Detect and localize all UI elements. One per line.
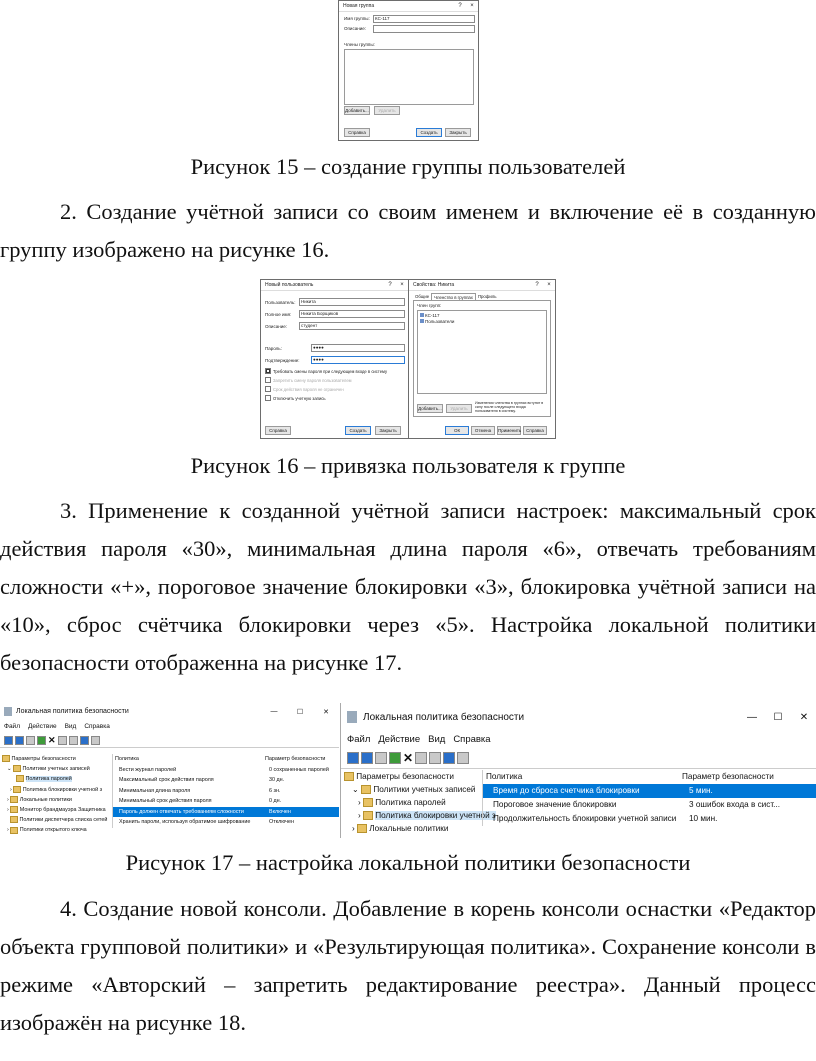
folder-icon — [16, 775, 24, 782]
cancel-button[interactable]: Отмена — [471, 426, 495, 435]
minimize-icon[interactable]: — — [747, 711, 757, 723]
policy-value: 10 мин. — [689, 814, 718, 823]
table-row[interactable] — [113, 775, 339, 786]
folder-icon — [363, 798, 373, 807]
never-expires-checkbox[interactable]: Срок действия пароля не ограничен — [265, 386, 344, 392]
folder-icon — [13, 765, 21, 772]
new-user-title: Новый пользователь — [265, 282, 314, 288]
folder-icon — [10, 796, 18, 803]
right-policy-grid — [482, 770, 816, 826]
help-icon[interactable] — [443, 752, 455, 764]
tree-item-network-list[interactable]: Политики диспетчера списка сетей — [2, 815, 108, 825]
help-icon[interactable]: ? — [388, 282, 392, 288]
export-icon[interactable] — [429, 752, 441, 764]
view-icon[interactable] — [457, 752, 469, 764]
group-name-label: Имя группы: — [344, 16, 370, 21]
add-member-button[interactable]: Добавить... — [345, 108, 369, 113]
folder-icon — [13, 786, 21, 793]
minimize-icon[interactable]: — — [270, 708, 278, 715]
folder-icon — [10, 827, 18, 834]
group-icon — [420, 319, 424, 323]
col-setting-header[interactable]: Параметр безопасности — [682, 772, 774, 781]
menu-file[interactable]: Файл — [347, 734, 371, 745]
user-input[interactable]: Никита — [299, 298, 405, 306]
policy-name: Вести журнал паролей — [119, 766, 177, 773]
confirm-label: Подтверждение: — [265, 358, 300, 363]
right-titlebar — [341, 703, 816, 731]
close-button[interactable]: Закрыть — [445, 128, 471, 137]
menu-action[interactable]: Действие — [27, 723, 57, 730]
description-label: Описание: — [344, 26, 366, 31]
create-button[interactable]: Создать — [345, 426, 371, 435]
right-menubar — [341, 731, 816, 748]
help-button[interactable]: Справка — [265, 426, 291, 435]
table-row[interactable] — [113, 796, 339, 807]
ok-button[interactable]: ОК — [445, 426, 469, 435]
close-icon[interactable]: × — [470, 3, 474, 9]
policy-name: Пароль должен отвечать требованиям сложности — [119, 808, 244, 815]
grid-header — [483, 770, 816, 784]
close-icon[interactable]: ✕ — [799, 711, 809, 723]
forward-icon[interactable] — [15, 736, 24, 745]
tree-item-account-policies[interactable]: ⌄ Политики учетных записей — [352, 785, 476, 794]
tree-item-firewall[interactable]: › Монитор брандмауэра Защитника — [7, 807, 106, 814]
fullname-label: Полное имя: — [265, 312, 292, 317]
tree-item-local-policies[interactable]: › Локальные политики — [352, 824, 449, 833]
menu-view[interactable]: Вид — [64, 723, 77, 730]
table-row[interactable] — [483, 798, 816, 812]
user-label: Пользователь: — [265, 300, 296, 305]
membership-note: Изменения членства в группах вступят в силу после следующего входа пользователя в систему. — [475, 401, 544, 413]
show-hide-tree-icon[interactable] — [389, 752, 401, 764]
right-tree — [344, 770, 496, 835]
shield-icon — [4, 707, 12, 716]
col-policy-header[interactable]: Политика — [115, 756, 139, 762]
table-row[interactable] — [113, 765, 339, 776]
close-icon[interactable]: ✕ — [323, 708, 329, 716]
password-input[interactable]: ●●●● — [311, 344, 405, 352]
tree-item-account-policies[interactable]: ⌄ Политики учетных записей — [7, 766, 90, 773]
forward-icon[interactable] — [361, 752, 373, 764]
folder-icon — [10, 806, 18, 813]
tab-profile[interactable]: Профиль — [477, 294, 497, 299]
paragraph-3: 3. Применение к созданной учётной записи настроек: максимальный срок действия пароля «30», минимальная длина пароля «6», отвечать требованиям сложности «+», пороговое значение блокировки «3», блокировка учётной записи на «10», сброс счётчика блокировки через «5». Настройка локальной политики безопасности отображенна на рисунке 17. — [0, 498, 816, 675]
table-row[interactable] — [483, 784, 816, 798]
group-list-item[interactable]: Пользователи — [420, 319, 454, 324]
delete-icon[interactable]: ✕ — [48, 734, 56, 745]
left-toolbar — [0, 733, 339, 748]
policy-name: Минимальный срок действия пароля — [119, 798, 212, 804]
menu-help[interactable]: Справка — [84, 723, 110, 730]
policy-name: Хранить пароли, используя обратимое шифрование — [119, 819, 251, 825]
dialog-titlebar — [339, 1, 478, 12]
folder-icon — [363, 811, 373, 820]
tab-general[interactable]: Общие — [415, 294, 430, 299]
remove-group-button[interactable]: Удалить — [446, 404, 472, 413]
tree-item-public-key[interactable]: › Политики открытого ключа — [7, 827, 87, 834]
properties-icon[interactable] — [58, 736, 67, 745]
tree-item-local-policies[interactable]: › Локальные политики — [7, 796, 72, 803]
policy-value: 0 сохраненных паролей — [269, 766, 329, 773]
right-toolbar — [341, 748, 816, 769]
policy-value: 0 дн. — [269, 798, 282, 804]
folder-icon — [10, 816, 18, 823]
policy-name: Продолжительность блокировки учетной записи — [493, 814, 677, 823]
policy-value: 5 мин. — [689, 786, 713, 795]
must-change-password-checkbox[interactable]: Требовать смены пароля при следующем входе в систему — [265, 368, 387, 374]
tree-item-security-settings[interactable]: Параметры безопасности — [2, 754, 108, 764]
close-icon[interactable]: × — [547, 282, 551, 288]
help-button[interactable]: Справка — [344, 128, 370, 137]
figure-15-caption: Рисунок 15 – создание группы пользователей — [190, 154, 626, 179]
tree-item-lockout-policy[interactable]: › Политика блокировки учетной з — [10, 786, 103, 793]
table-row[interactable] — [483, 812, 816, 826]
col-setting-header[interactable]: Параметр безопасности — [265, 756, 326, 762]
policy-name: Максимальный срок действия пароля — [119, 777, 214, 783]
properties-titlebar — [409, 280, 555, 291]
disable-account-checkbox[interactable]: Отключить учетную запись — [265, 395, 326, 401]
maximize-icon[interactable]: ☐ — [296, 708, 304, 716]
delete-icon[interactable]: ✕ — [403, 751, 414, 765]
policy-name: Пороговое значение блокировки — [493, 800, 617, 809]
left-policy-grid — [112, 754, 339, 828]
menu-view[interactable]: Вид — [428, 734, 446, 745]
export-icon[interactable] — [69, 736, 78, 745]
figure-17-caption: Рисунок 17 – настройка локальной политики безопасности — [125, 850, 691, 875]
close-button[interactable]: Закрыть — [375, 426, 401, 435]
group-name-input[interactable]: КС-117 — [373, 15, 475, 23]
member-tab-panel — [413, 300, 551, 417]
help-icon[interactable]: ? — [458, 3, 462, 9]
table-row[interactable] — [113, 817, 339, 828]
description-input[interactable] — [373, 25, 475, 33]
group-list-item[interactable]: КС-117 — [420, 313, 440, 318]
table-row[interactable] — [113, 786, 339, 797]
policy-name: Время до сброса счетчика блокировки — [493, 786, 640, 795]
policy-value: 6 зн. — [269, 787, 281, 794]
policy-name: Минимальная длина пароля — [119, 787, 191, 794]
help-icon[interactable]: ? — [535, 282, 539, 288]
help-button[interactable]: Справка — [523, 426, 547, 435]
password-label: Пароль: — [265, 346, 282, 351]
grid-header — [113, 754, 339, 765]
left-titlebar — [0, 703, 339, 720]
tree-item-security-settings[interactable]: Параметры безопасности — [344, 770, 480, 783]
back-icon[interactable] — [4, 736, 13, 745]
col-policy-header[interactable]: Политика — [486, 772, 523, 781]
tree-item-password-policy[interactable]: › Политика паролей — [358, 798, 446, 807]
back-icon[interactable] — [347, 752, 359, 764]
up-folder-icon[interactable] — [26, 736, 35, 745]
members-list[interactable] — [344, 49, 474, 105]
apply-button[interactable]: Применить — [498, 428, 522, 433]
confirm-input[interactable]: ●●●● — [311, 356, 405, 364]
view-icon[interactable] — [91, 736, 100, 745]
tree-item-lockout-policy[interactable]: › Политика блокировки учетной з — [358, 811, 496, 820]
user-properties-dialog — [408, 279, 556, 439]
policy-value: Включен — [269, 808, 291, 815]
figure-16-caption: Рисунок 16 – привязка пользователя к группе — [190, 453, 626, 478]
new-group-dialog — [338, 0, 479, 141]
members-label: Члены группы: — [344, 42, 375, 47]
fullname-input[interactable]: Никита Борщиков — [299, 310, 405, 318]
local-policy-window-right — [340, 703, 816, 838]
cannot-change-password-checkbox[interactable]: Запретить смену пароля пользователем — [265, 377, 352, 383]
policy-value: Отключен — [269, 819, 294, 825]
description-input[interactable]: студент — [299, 322, 405, 330]
policy-value: 3 ошибок входа в сист... — [689, 800, 781, 809]
left-menubar — [0, 720, 339, 733]
help-icon[interactable] — [80, 736, 89, 745]
dialog-title: Новая группа — [343, 3, 375, 9]
menu-file[interactable]: Файл — [4, 723, 20, 730]
show-hide-tree-icon[interactable] — [37, 736, 46, 745]
remove-member-button[interactable]: Удалить — [374, 106, 400, 115]
tab-member-of[interactable]: Членство в группах — [431, 293, 476, 301]
create-button[interactable]: Создать — [416, 128, 442, 137]
tree-item-password-policy[interactable]: Политика паролей — [2, 774, 108, 784]
folder-icon — [361, 785, 371, 794]
description-label: Описание: — [265, 324, 287, 329]
paragraph-4: 4. Создание новой консоли. Добавление в корень консоли оснастки «Редактор объекта групповой политики» и «Результирующая политика». Сохранение консоли в режиме «Авторский – запретить редактирование реестра». Данный процесс изображён на рисунке 18. — [0, 896, 816, 1035]
maximize-icon[interactable]: ☐ — [773, 711, 783, 723]
properties-title: Свойства: Никита — [413, 282, 455, 288]
folder-icon — [2, 755, 10, 762]
member-of-label: Член групп: — [417, 303, 442, 308]
window-title: Локальная политика безопасности — [16, 708, 129, 715]
folder-icon — [344, 772, 354, 781]
table-row[interactable] — [113, 807, 339, 818]
shield-icon — [347, 711, 357, 723]
new-user-titlebar — [261, 280, 408, 291]
menu-action[interactable]: Действие — [378, 734, 421, 745]
groups-list[interactable] — [417, 310, 547, 394]
local-policy-window-left — [0, 703, 339, 838]
menu-help[interactable]: Справка — [453, 734, 491, 745]
paragraph-2: 2. Создание учётной записи со своим именем и включение её в созданную группу изображено на рисунке 16. — [0, 199, 816, 262]
add-group-button[interactable]: Добавить... — [418, 406, 442, 411]
properties-icon[interactable] — [415, 752, 427, 764]
up-folder-icon[interactable] — [375, 752, 387, 764]
group-icon — [420, 313, 424, 317]
window-title: Локальная политика безопасности — [363, 711, 525, 723]
new-user-dialog — [260, 279, 409, 439]
close-icon[interactable]: × — [400, 282, 404, 288]
left-tree — [2, 754, 108, 836]
policy-value: 30 дн. — [269, 777, 285, 783]
folder-icon — [357, 824, 367, 833]
